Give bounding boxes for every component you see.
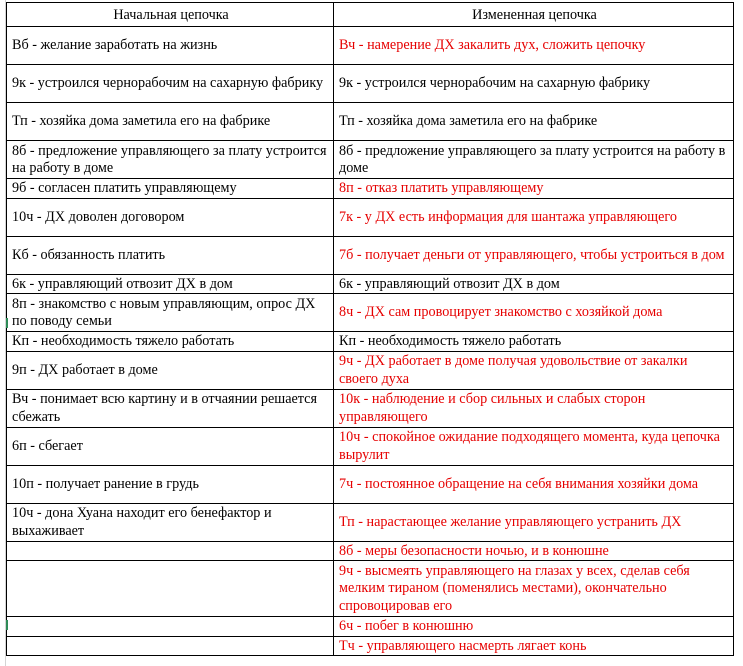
table-row [7, 141, 734, 179]
cell-modified-chain[interactable]: 8ч - ДХ сам провоцирует знакомство с хозяйкой дома [334, 294, 734, 332]
cell-modified-chain[interactable]: 9к - устроился чернорабочим на сахарную фабрику [334, 65, 734, 103]
cell-marker [6, 318, 8, 328]
table-row [7, 503, 734, 541]
table-row [7, 198, 734, 236]
cell-original-chain[interactable]: Кб - обязанность платить [7, 236, 334, 274]
cell-modified-chain[interactable]: 7к - у ДХ есть информация для шантажа управляющего [334, 198, 734, 236]
cell-original-chain[interactable]: Вч - понимает всю картину и в отчаянии решается сбежать [7, 389, 334, 427]
cell-original-chain[interactable]: 9к - устроился чернорабочим на сахарную фабрику [7, 65, 334, 103]
table-row [7, 617, 734, 637]
cell-modified-chain[interactable]: Вч - намерение ДХ закалить дух, сложить цепочку [334, 27, 734, 65]
cell-modified-chain[interactable]: Кп - необходимость тяжело работать [334, 332, 734, 352]
table-row [7, 636, 734, 656]
cell-modified-chain[interactable]: 6ч - побег в конюшню [334, 617, 734, 637]
cell-original-chain[interactable] [7, 617, 334, 637]
table-row [7, 65, 734, 103]
cell-original-chain[interactable]: 6к - управляющий отвозит ДХ в дом [7, 274, 334, 294]
table-row [7, 236, 734, 274]
cell-modified-chain[interactable]: 8б - предложение управляющего за плату устроится на работу в доме [334, 141, 734, 179]
cell-original-chain[interactable]: 10ч - ДХ доволен договором [7, 198, 334, 236]
cell-modified-chain[interactable]: 8п - отказ платить управляющему [334, 179, 734, 199]
cell-modified-chain[interactable]: 10ч - спокойное ожидание подходящего момента, куда цепочка вырулит [334, 427, 734, 465]
cell-original-chain[interactable] [7, 541, 334, 561]
cell-modified-chain[interactable]: 9ч - ДХ работает в доме получая удовольствие от закалки своего духа [334, 351, 734, 389]
chain-comparison-table [6, 2, 734, 656]
cell-modified-chain[interactable]: 8б - меры безопасности ночью, и в конюшне [334, 541, 734, 561]
cell-modified-chain[interactable]: 7ч - постоянное обращение на себя внимания хозяйки дома [334, 465, 734, 503]
cell-original-chain[interactable] [7, 636, 334, 656]
cell-modified-chain[interactable]: 7б - получает деньги от управляющего, чтобы устроиться в дом [334, 236, 734, 274]
table-row [7, 465, 734, 503]
table-row [7, 274, 734, 294]
cell-modified-chain[interactable]: 6к - управляющий отвозит ДХ в дом [334, 274, 734, 294]
cell-original-chain[interactable]: 8п - знакомство с новым управляющим, опрос ДХ по поводу семьи [7, 294, 334, 332]
table-row [7, 332, 734, 352]
cell-modified-chain[interactable]: Тч - управляющего насмерть лягает конь [334, 636, 734, 656]
table-row [7, 561, 734, 617]
cell-modified-chain[interactable]: 9ч - высмеять управляющего на глазах у всех, сделав себя мелким тираном (поменялись местами), окончательно спровоцировав его [334, 561, 734, 617]
table-row [7, 427, 734, 465]
cell-original-chain[interactable]: Кп - необходимость тяжело работать [7, 332, 334, 352]
cell-original-chain[interactable]: 9п - ДХ работает в доме [7, 351, 334, 389]
table-row [7, 294, 734, 332]
header-cell-modified-chain[interactable]: Измененная цепочка [334, 3, 734, 27]
cell-original-chain[interactable]: 9б - согласен платить управляющему [7, 179, 334, 199]
cell-original-chain[interactable]: 10ч - дона Хуана находит его бенефактор и выхаживает [7, 503, 334, 541]
cell-modified-chain[interactable]: Тп - хозяйка дома заметила его на фабрике [334, 103, 734, 141]
table-row [7, 179, 734, 199]
header-row [7, 3, 734, 27]
cell-original-chain[interactable]: 8б - предложение управляющего за плату устроится на работу в доме [7, 141, 334, 179]
cell-modified-chain[interactable]: Тп - нарастающее желание управляющего устранить ДХ [334, 503, 734, 541]
cell-original-chain[interactable]: Тп - хозяйка дома заметила его на фабрике [7, 103, 334, 141]
table-row [7, 103, 734, 141]
table-row [7, 27, 734, 65]
table-body [7, 27, 734, 656]
cell-original-chain[interactable] [7, 561, 334, 617]
table-row [7, 351, 734, 389]
cell-modified-chain[interactable]: 10к - наблюдение и сбор сильных и слабых сторон управляющего [334, 389, 734, 427]
cell-original-chain[interactable]: 6п - сбегает [7, 427, 334, 465]
cell-original-chain[interactable]: 10п - получает ранение в грудь [7, 465, 334, 503]
cell-marker [6, 620, 8, 630]
table-row [7, 541, 734, 561]
header-cell-original-chain[interactable]: Начальная цепочка [7, 3, 334, 27]
cell-original-chain[interactable]: Вб - желание заработать на жизнь [7, 27, 334, 65]
table-row [7, 389, 734, 427]
